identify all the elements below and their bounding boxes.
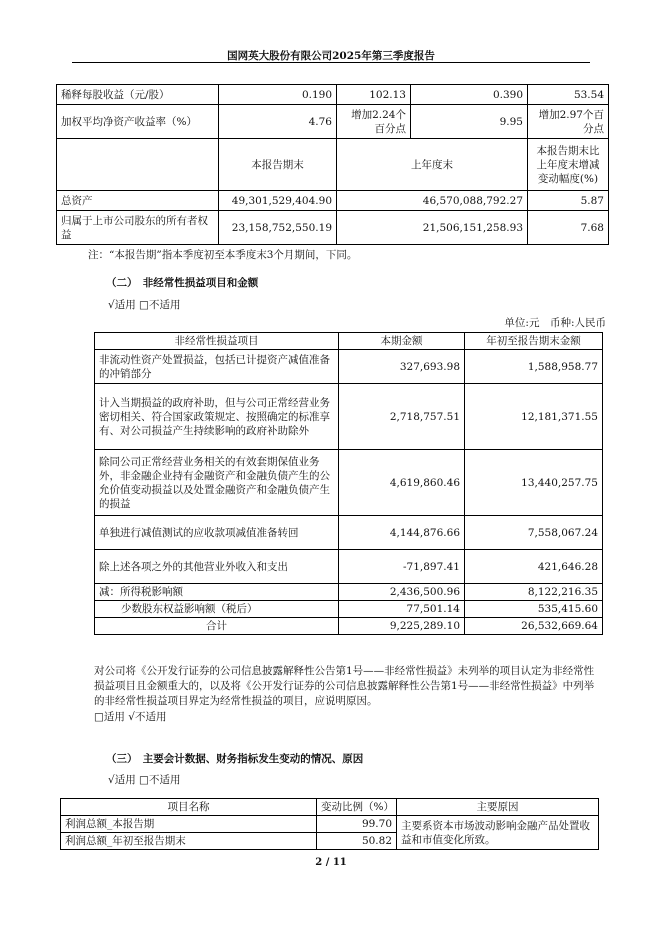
- item-label: 除同公司正常经营业务相关的有效套期保值业务外，非金融企业持有金融资产和金融负债产生的公允价值变动损益以及处置金融资产和金融负债产生的损益: [95, 450, 339, 516]
- column-header: 年初至报告期末金额: [465, 333, 603, 350]
- total-label: 合计: [95, 618, 339, 635]
- table-note: 注：“本报告期”指本季度初至本季度末3个月期间，下同。: [88, 249, 358, 261]
- applicable-checkbox: √适用 □不适用: [108, 299, 181, 311]
- ytd-amount: 26,532,669.64: [465, 618, 603, 635]
- metric-value: 23,158,752,550.19: [219, 211, 337, 245]
- metric-value: 53.54: [528, 85, 609, 105]
- metric-value: 7.68: [528, 211, 609, 245]
- metric-label: 总资产: [57, 191, 219, 211]
- ytd-amount: 421,646.28: [465, 550, 603, 584]
- current-amount: 9,225,289.10: [339, 618, 465, 635]
- current-amount: 4,144,876.66: [339, 516, 465, 550]
- column-header: 上年度末: [337, 139, 528, 191]
- current-amount: -71,897.41: [339, 550, 465, 584]
- changes-table: [60, 798, 599, 850]
- column-header: 项目名称: [61, 799, 317, 816]
- column-header: 主要原因: [397, 799, 599, 816]
- metric-value: 49,301,529,404.90: [219, 191, 337, 211]
- metric-value: 增加2.24个百分点: [337, 105, 411, 139]
- metric-value: 4.76: [219, 105, 337, 139]
- metric-value: 增加2.97个百分点: [528, 105, 609, 139]
- ytd-amount: 535,415.60: [465, 601, 603, 618]
- metric-label: 稀释每股收益（元/股）: [57, 85, 219, 105]
- current-amount: 327,693.98: [339, 350, 465, 384]
- item-label: 利润总额_年初至报告期末: [61, 833, 317, 850]
- column-header: 本报告期末比上年度末增减变动幅度(%): [528, 139, 609, 191]
- ytd-amount: 8,122,216.35: [465, 584, 603, 601]
- metric-value: 102.13: [337, 85, 411, 105]
- metric-value: 9.95: [411, 105, 528, 139]
- metric-value: 0.390: [411, 85, 528, 105]
- key-metrics-table: [56, 84, 609, 245]
- metric-value: 21,506,151,258.93: [337, 211, 528, 245]
- current-amount: 4,619,860.46: [339, 450, 465, 516]
- current-amount: 2,436,500.96: [339, 584, 465, 601]
- current-amount: 77,501.14: [339, 601, 465, 618]
- page-header: 国网英大股份有限公司2025年第三季度报告: [227, 50, 435, 62]
- section-title: （三） 主要会计数据、财务指标发生变动的情况、原因: [106, 753, 364, 765]
- column-header: 变动比例（%）: [317, 799, 397, 816]
- page-number: 2 / 11: [315, 857, 347, 868]
- empty-header-cell: [57, 139, 219, 191]
- item-label: 单独进行减值测试的应收款项减值准备转回: [95, 516, 339, 550]
- item-label: 利润总额_本报告期: [61, 816, 317, 833]
- non-recurring-table: [94, 332, 603, 635]
- change-percent: 99.70: [317, 816, 397, 833]
- metric-label: 加权平均净资产收益率（%）: [57, 105, 219, 139]
- metric-value: 0.190: [219, 85, 337, 105]
- item-label: 计入当期损益的政府补助，但与公司正常经营业务密切相关、符合国家政策规定、按照确定的标准享有、对公司损益产生持续影响的政府补助除外: [95, 384, 339, 450]
- explanation-paragraph: 对公司将《公开发行证券的公司信息披露解释性公告第1号——非经常性损益》未列举的项目认定为非经常性损益项目且金额重大的，以及将《公开发行证券的公司信息披露解释性公告第1号——非经常性损益》中列举的非经常性损益项目界定为经常性损益的项目，应说明原因。: [94, 665, 595, 707]
- ytd-amount: 7,558,067.24: [465, 516, 603, 550]
- applicable-checkbox: √适用 □不适用: [108, 774, 181, 786]
- change-percent: 50.82: [317, 833, 397, 850]
- reason-text: 主要系资本市场波动影响金融产品处置收益和市值变化所致。: [397, 816, 599, 850]
- unit-label: 单位:元 币种:人民币: [504, 317, 606, 329]
- current-amount: 2,718,757.51: [339, 384, 465, 450]
- section-title: （二） 非经常性损益项目和金额: [106, 277, 259, 289]
- item-label: 减：所得税影响额: [95, 584, 339, 601]
- ytd-amount: 13,440,257.75: [465, 450, 603, 516]
- applicable-checkbox: □适用 √不适用: [94, 711, 167, 723]
- column-header: 本期金额: [339, 333, 465, 350]
- ytd-amount: 12,181,371.55: [465, 384, 603, 450]
- item-label: 非流动性资产处置损益，包括已计提资产减值准备的冲销部分: [95, 350, 339, 384]
- item-label: 除上述各项之外的其他营业外收入和支出: [95, 550, 339, 584]
- metric-value: 46,570,088,792.27: [337, 191, 528, 211]
- metric-value: 5.87: [528, 191, 609, 211]
- metric-label: 归属于上市公司股东的所有者权益: [57, 211, 219, 245]
- column-header: 非经常性损益项目: [95, 333, 339, 350]
- header-divider: [72, 62, 590, 63]
- column-header: 本报告期末: [219, 139, 337, 191]
- ytd-amount: 1,588,958.77: [465, 350, 603, 384]
- item-label: 少数股东权益影响额（税后）: [95, 601, 339, 618]
